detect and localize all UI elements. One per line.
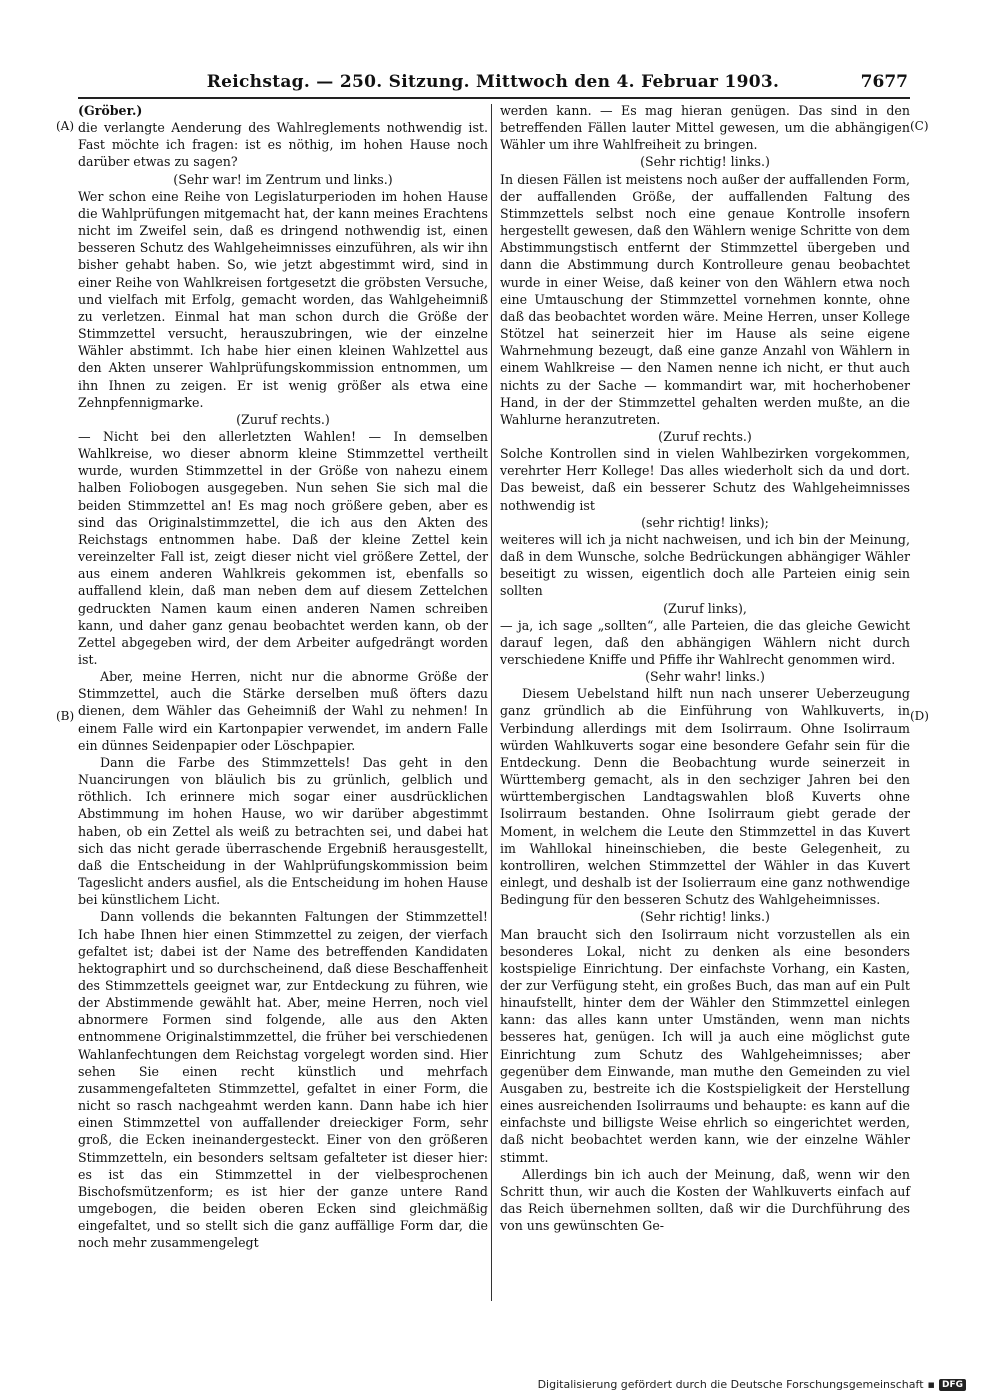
interjection: (sehr richtig! links); [641,514,769,530]
interjection: (Zuruf links), [663,600,747,616]
separator-icon: ▪ [927,1378,935,1391]
paragraph: Man braucht sich den Isolirraum nicht vorzustellen als ein besonderes Lokal, nicht zu denken als eine besonders kostspielige Einrichtung. Der einfachste Vorhang, ein Kasten, der zur Verfügung steht, ein großes Buch, das man auf ein Pult hinaufstellt, hinter dem der Wähler den Stimmzettel einlegen kann: das alles kann unter Umständen, wenn man nichts besseres hat, genügen. Ich will ja auch eine möglichst gute Einrichtung zum Schutz des Wahlgeheimnisses; aber gegenüber dem Einwande, man muthe den Gemeinden zu viel Ausgaben zu, bestreite ich die Kostspieligkeit der Herstellung eines ausreichenden Isolirraums und behaupte: es kann auf die einfachste und billigste Weise ehrlich so eingerichtet werden, daß nicht beobachtet werden kann, wie der einzelne Wähler stimmt. [500,926,910,1165]
footer [538,1378,966,1391]
interjection: (Sehr wahr! links.) [645,669,765,685]
interjection: (Sehr richtig! links.) [640,909,770,925]
right-column [500,102,910,1234]
margin-marker-c: (C) [910,119,929,133]
paragraph: weiteres will ich ja nicht nachweisen, und ich bin der Meinung, daß in dem Wunsche, solche Bedrückungen abhängiger Wähler beseitigt zu wissen, eigentlich doch alle Parteien einig sein sollten [500,531,910,599]
interjection: (Zuruf rechts.) [658,428,752,444]
paragraph: Aber, meine Herren, nicht nur die abnorme Größe der Stimmzettel, auch die Stärke derselben muß öfters dazu dienen, dem Wähler das Geheimniß der Wahl zu nehmen! In einem Falle wird ein Kartonpapier verwendet, im andern Falle ein dünnes Seidenpapier oder Löschpapier. [78,669,488,753]
paragraph: Dann die Farbe des Stimmzettels! Das geht in den Nuancirungen von bläulich bis zu grünlich, gelblich und röthlich. Ich erinnere mich sogar einer ausdrücklichen Abstimmung im hohen Hause, wo wir darüber abgestimmt haben, ob ein Zettel als weiß zu betrachten sei, und dabei hat sich das nicht gerade überraschende Ergebniß herausgestellt, daß die Entscheidung in der Wahlprüfungskommission beim Tageslicht anders ausfiel, als die Entscheidung im hohen Hause bei künstlichem Licht. [78,754,488,908]
dfg-logo-icon: DFG [939,1379,966,1391]
paragraph: Wer schon eine Reihe von Legislaturperioden im hohen Hause die Wahlprüfungen mitgemacht hat, der kann meines Erachtens nicht im Zweifel sein, daß es dringend nothwendig ist, einen besseren Schutz des Wahlgeheimnisses einzuführen, als wir ihn bisher gehabt haben. So, wie jetzt abgestimmt wird, sind in einer Reihe von Wahlkreisen fortgesetzt die gröbsten Versuche, und vielfach mit Erfolg, gemacht worden, das Wahlgeheimniß zu verletzen. Einmal hat man schon durch die Größe der Stimmzettel versucht, herauszubringen, wie der einzelne Wähler abstimmt. Ich habe hier einen kleinen Wahlzettel aus den Akten unserer Wahlprüfungskommission entnommen, um ihn Ihnen zu zeigen. Er ist wenig größer als etwa eine Zehnpfennigmarke. [78,188,488,410]
page-number: 7677 [860,72,908,92]
paragraph: Dann vollends die bekannten Faltungen der Stimmzettel! Ich habe Ihnen hier einen Stimmzettel zu zeigen, der vierfach gefaltet ist; dabei ist der Name des betreffenden Kandidaten hektographirt und so durchscheinend, daß diese Beschaffenheit des Stimmzettels geeignet war, zur Entdeckung zu führen, wie der Abstimmende gewählt hat. Aber, meine Herren, noch viel abnormere Formen sind folgende, alle aus den Akten entnommene Originalstimmzettel, die früher bei verschiedenen Wahlanfechtungen dem Reichstag vorgelegt worden sind. Hier sehen Sie einen recht künstlich und mehrfach zusammengefalteten Stimmzettel, gefaltet in einer Form, die nicht so rasch nachgeahmt werden kann. Dann habe ich hier einen Stimmzettel von auffallender dreieckiger Form, sehr groß, die Ecken ineinandergesteckt. Einer von den größeren Stimmzetteln, ein besonders seltsam gefalteter ist dieser hier: es ist das ein Stimmzettel in der vielbesprochenen Bischofsmützenform; es ist hier der ganze untere Rand umgebogen, die beiden oberen Ecken sind gleichmäßig eingefaltet, und so stellt sich die ganz auffällige Form dar, die noch mehr zusammengelegt [78,909,488,1251]
paragraph: Allerdings bin ich auch der Meinung, daß, wenn wir den Schritt thun, wir auch die Kosten der Wahlkuverts einfach auf das Reich übernehmen sollten, daß wir die Durchführung des von uns gewünschten Ge- [500,1166,910,1234]
paragraph: Solche Kontrollen sind in vielen Wahlbezirken vorgekommen, verehrter Herr Kollege! Das alles wiederholt sich da und dort. Das beweist, daß ein besserer Schutz des Wahlgeheimnisses nothwendig ist [500,446,910,513]
margin-marker-b: (B) [56,709,75,723]
speaker-name: (Gröber.) [78,103,143,118]
paragraph: — ja, ich sage „sollten“, alle Parteien, die das gleiche Gewicht darauf legen, daß den abhängigen Wählern nicht durch verschiedene Kniffe und Pfiffe ihr Wahlrecht genommen wird. [500,617,910,667]
interjection: (Sehr richtig! links.) [640,154,770,170]
column-divider [491,104,492,1301]
margin-marker-a: (A) [56,119,75,133]
paragraph: Diesem Uebelstand hilft nun nach unserer Ueberzeugung ganz gründlich ab die Einführung von Wahlkuverts, in Verbindung allerdings mit dem Isolirraum. Ohne Isolirraum würden Wahlkuverts sogar eine besondere Gefahr sein für die Entdeckung. Denn die Beobachtung wurde seinerzeit in Württemberg gemacht, als in den sechziger Jahren bei den württembergischen Landtagswahlen bloß Kuverts ohne Isolirraum bestanden. Ohne Isolirraum giebt gerade der Moment, in welchem die Leute den Stimmzettel in das Kuvert im Wahllokal hineinschieben, die beste Gelegenheit, zu kontrolliren, welchen Stimmzettel der Wähler in das Kuvert einlegt, und deshalb ist der Isolierraum eine ganz nothwendige Bedingung für den besseren Schutz des Wahlgeheimnisses. [500,686,910,908]
interjection: (Zuruf rechts.) [236,411,330,427]
page-header [78,72,908,96]
footer-credit: Digitalisierung gefördert durch die Deutsche Forschungsgemeinschaft [537,1378,924,1391]
paragraph: werden kann. — Es mag hieran genügen. Das sind in den betreffenden Fällen lauter Mittel gewesen, um die abhängigen Wähler um ihre Wahlfreiheit zu bringen. [500,103,910,153]
header-rule [78,97,910,99]
margin-marker-d: (D) [910,709,929,723]
paragraph: In diesen Fällen ist meistens noch außer der auffallenden Form, der auffallenden Größe, der auffallenden Faltung des Stimmzettels selbst noch eine genaue Kontrolle insofern hergestellt gewesen, daß den Wählern wenige Schritte von dem Abstimmungstisch entfernt der Stimmzettel übergeben und dann die Abstimmung durch Kontrolleure genau beobachtet wurde in einer Weise, daß keiner von den Wählern etwa noch eine Umtauschung der Stimmzettel vornehmen konnte, ohne daß das beobachtet worden wäre. Meine Herren, unser Kollege Stötzel hat seinerzeit hier im Hause als seine eigene Wahrnehmung bezeugt, daß eine ganze Anzahl von Wählern in einem Wahlkreise — den Namen nenne ich nicht, er thut auch nichts zu der Sache — kommandirt war, mit hocherhobener Hand, in der der Stimmzettel gehalten werden mußte, an die Wahlurne heranzutreten. [500,171,910,427]
left-column [78,102,488,1251]
paragraph: — Nicht bei den allerletzten Wahlen! — In demselben Wahlkreise, wo dieser abnorm kleine Stimmzettel vertheilt wurde, wurden Stimmzettel in der Größe von nahezu einem halben Foliobogen ausgegeben. Nun sehen Sie sich mal die beiden Stimmzettel an! Es mag noch größere geben, aber es sind das Originalstimmzettel, die ich aus den Akten des Reichstags entnommen habe. Daß der kleine Zettel kein vereinzelter Fall ist, zeigt dieser nicht viel größere Zettel, der aus einem anderen Wahlkreis gekommen ist, ebenfalls so auffallend klein, daß man neben dem auf diesem Zettelchen gedruckten Namen kaum einen anderen Namen schreiben kann, und daher ganz genau beobachtet werden kann, ob der Zettel abgegeben wird, der dem Arbeiter aufgedrängt worden ist. [78,428,488,667]
interjection: (Sehr war! im Zentrum und links.) [173,171,393,187]
paragraph: die verlangte Aenderung des Wahlreglements nothwendig ist. Fast möchte ich fragen: ist es nöthig, im hohen Hause noch darüber etwas zu sagen? [78,120,488,170]
running-title: Reichstag. — 250. Sitzung. Mittwoch den 4. Februar 1903. [206,72,780,92]
